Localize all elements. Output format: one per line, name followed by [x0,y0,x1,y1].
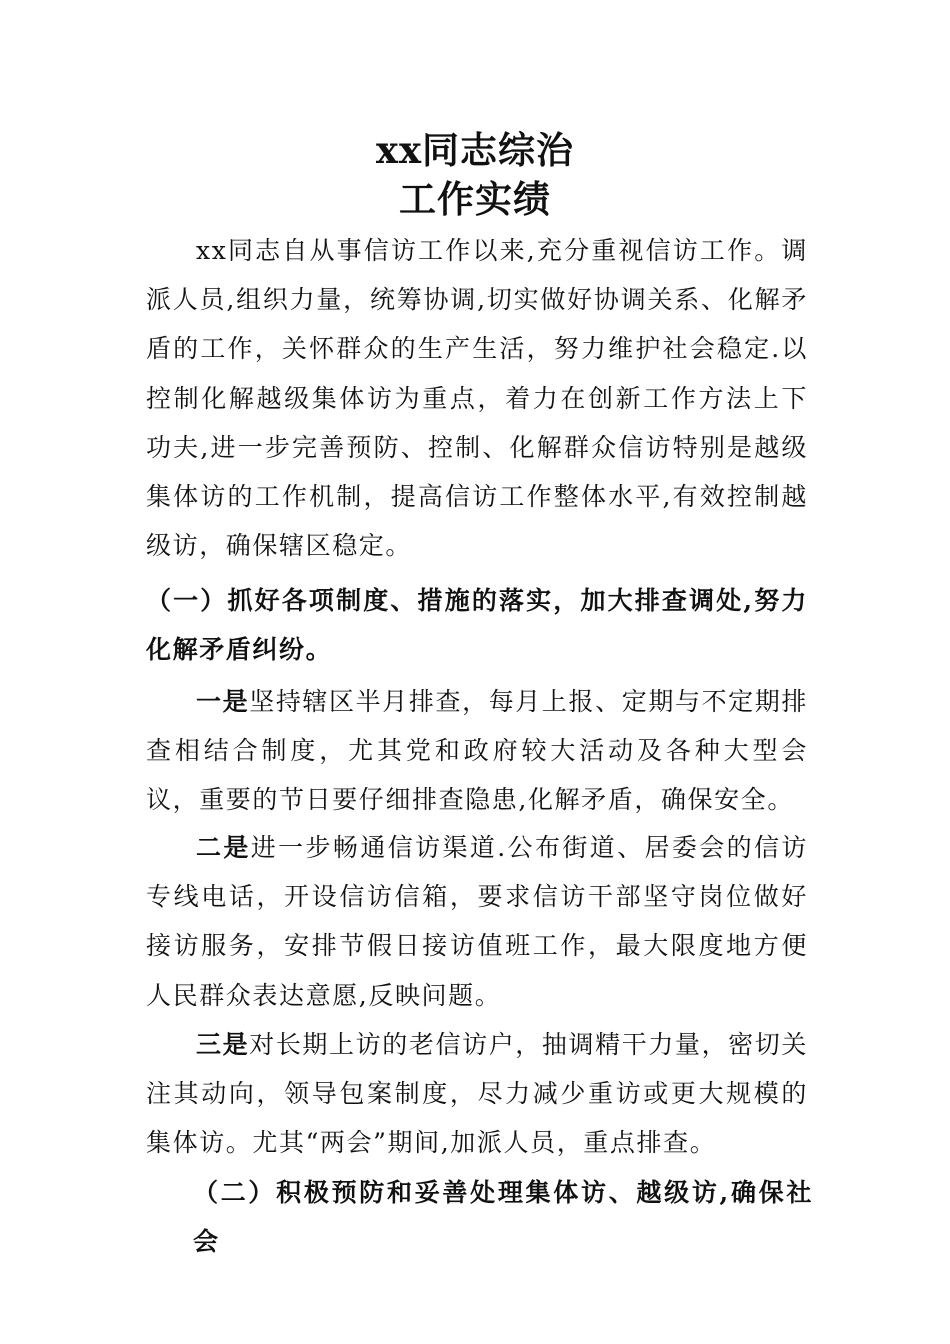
item-lead: 三是 [196,1030,250,1059]
item-lead: 二是 [196,833,251,862]
document-title-line-2: 工作实绩 [399,177,551,221]
item-text: 对长期上访的老信访户，抽调精干力量，密切关注其动向，领导包案制度，尽力减少重访或更大规模的集体访。尤其“两会”期间,加派人员，重点排查。 [146,1030,808,1158]
list-item-paragraph [146,677,808,825]
item-text: 坚持辖区半月排查，每月上报、定期与不定期排查相结合制度，尤其党和政府较大活动及各种大型会议，重要的节日要仔细排查隐患,化解矛盾，确保安全。 [146,687,808,815]
item-text: 进一步畅通信访渠道.公布街道、居委会的信访专线电话，开设信访信箱，要求信访干部坚守岗位做好接访服务，安排节假日接访值班工作，最大限度地方便人民群众表达意愿,反映问题。 [146,833,808,1010]
list-item-paragraph [146,1020,808,1168]
document-title-line-1: xx同志综治 [375,128,575,172]
intro-paragraph: xx同志自从事信访工作以来,充分重视信访工作。调派人员,组织力量，统筹协调,切实做好协调关系、化解矛盾的工作，关怀群众的生产生活，努力维护社会稳定.以控制化解越级集体访为重点，着力在创新工作方法上下功夫,进一步完善预防、控制、化解群众信访特别是越级集体访的工作机制，提高信访工作整体水平,有效控制越级访，确保辖区稳定。 [146,236,808,561]
section-heading-1: （一）抓好各项制度、措施的落实，加大排查调处,努力化解矛盾纠纷。 [146,586,808,665]
list-item-paragraph [146,823,808,1020]
item-lead: 一是 [196,687,250,716]
section-heading-2: （二）积极预防和妥善处理集体访、越级访,确保社会 [193,1178,813,1257]
